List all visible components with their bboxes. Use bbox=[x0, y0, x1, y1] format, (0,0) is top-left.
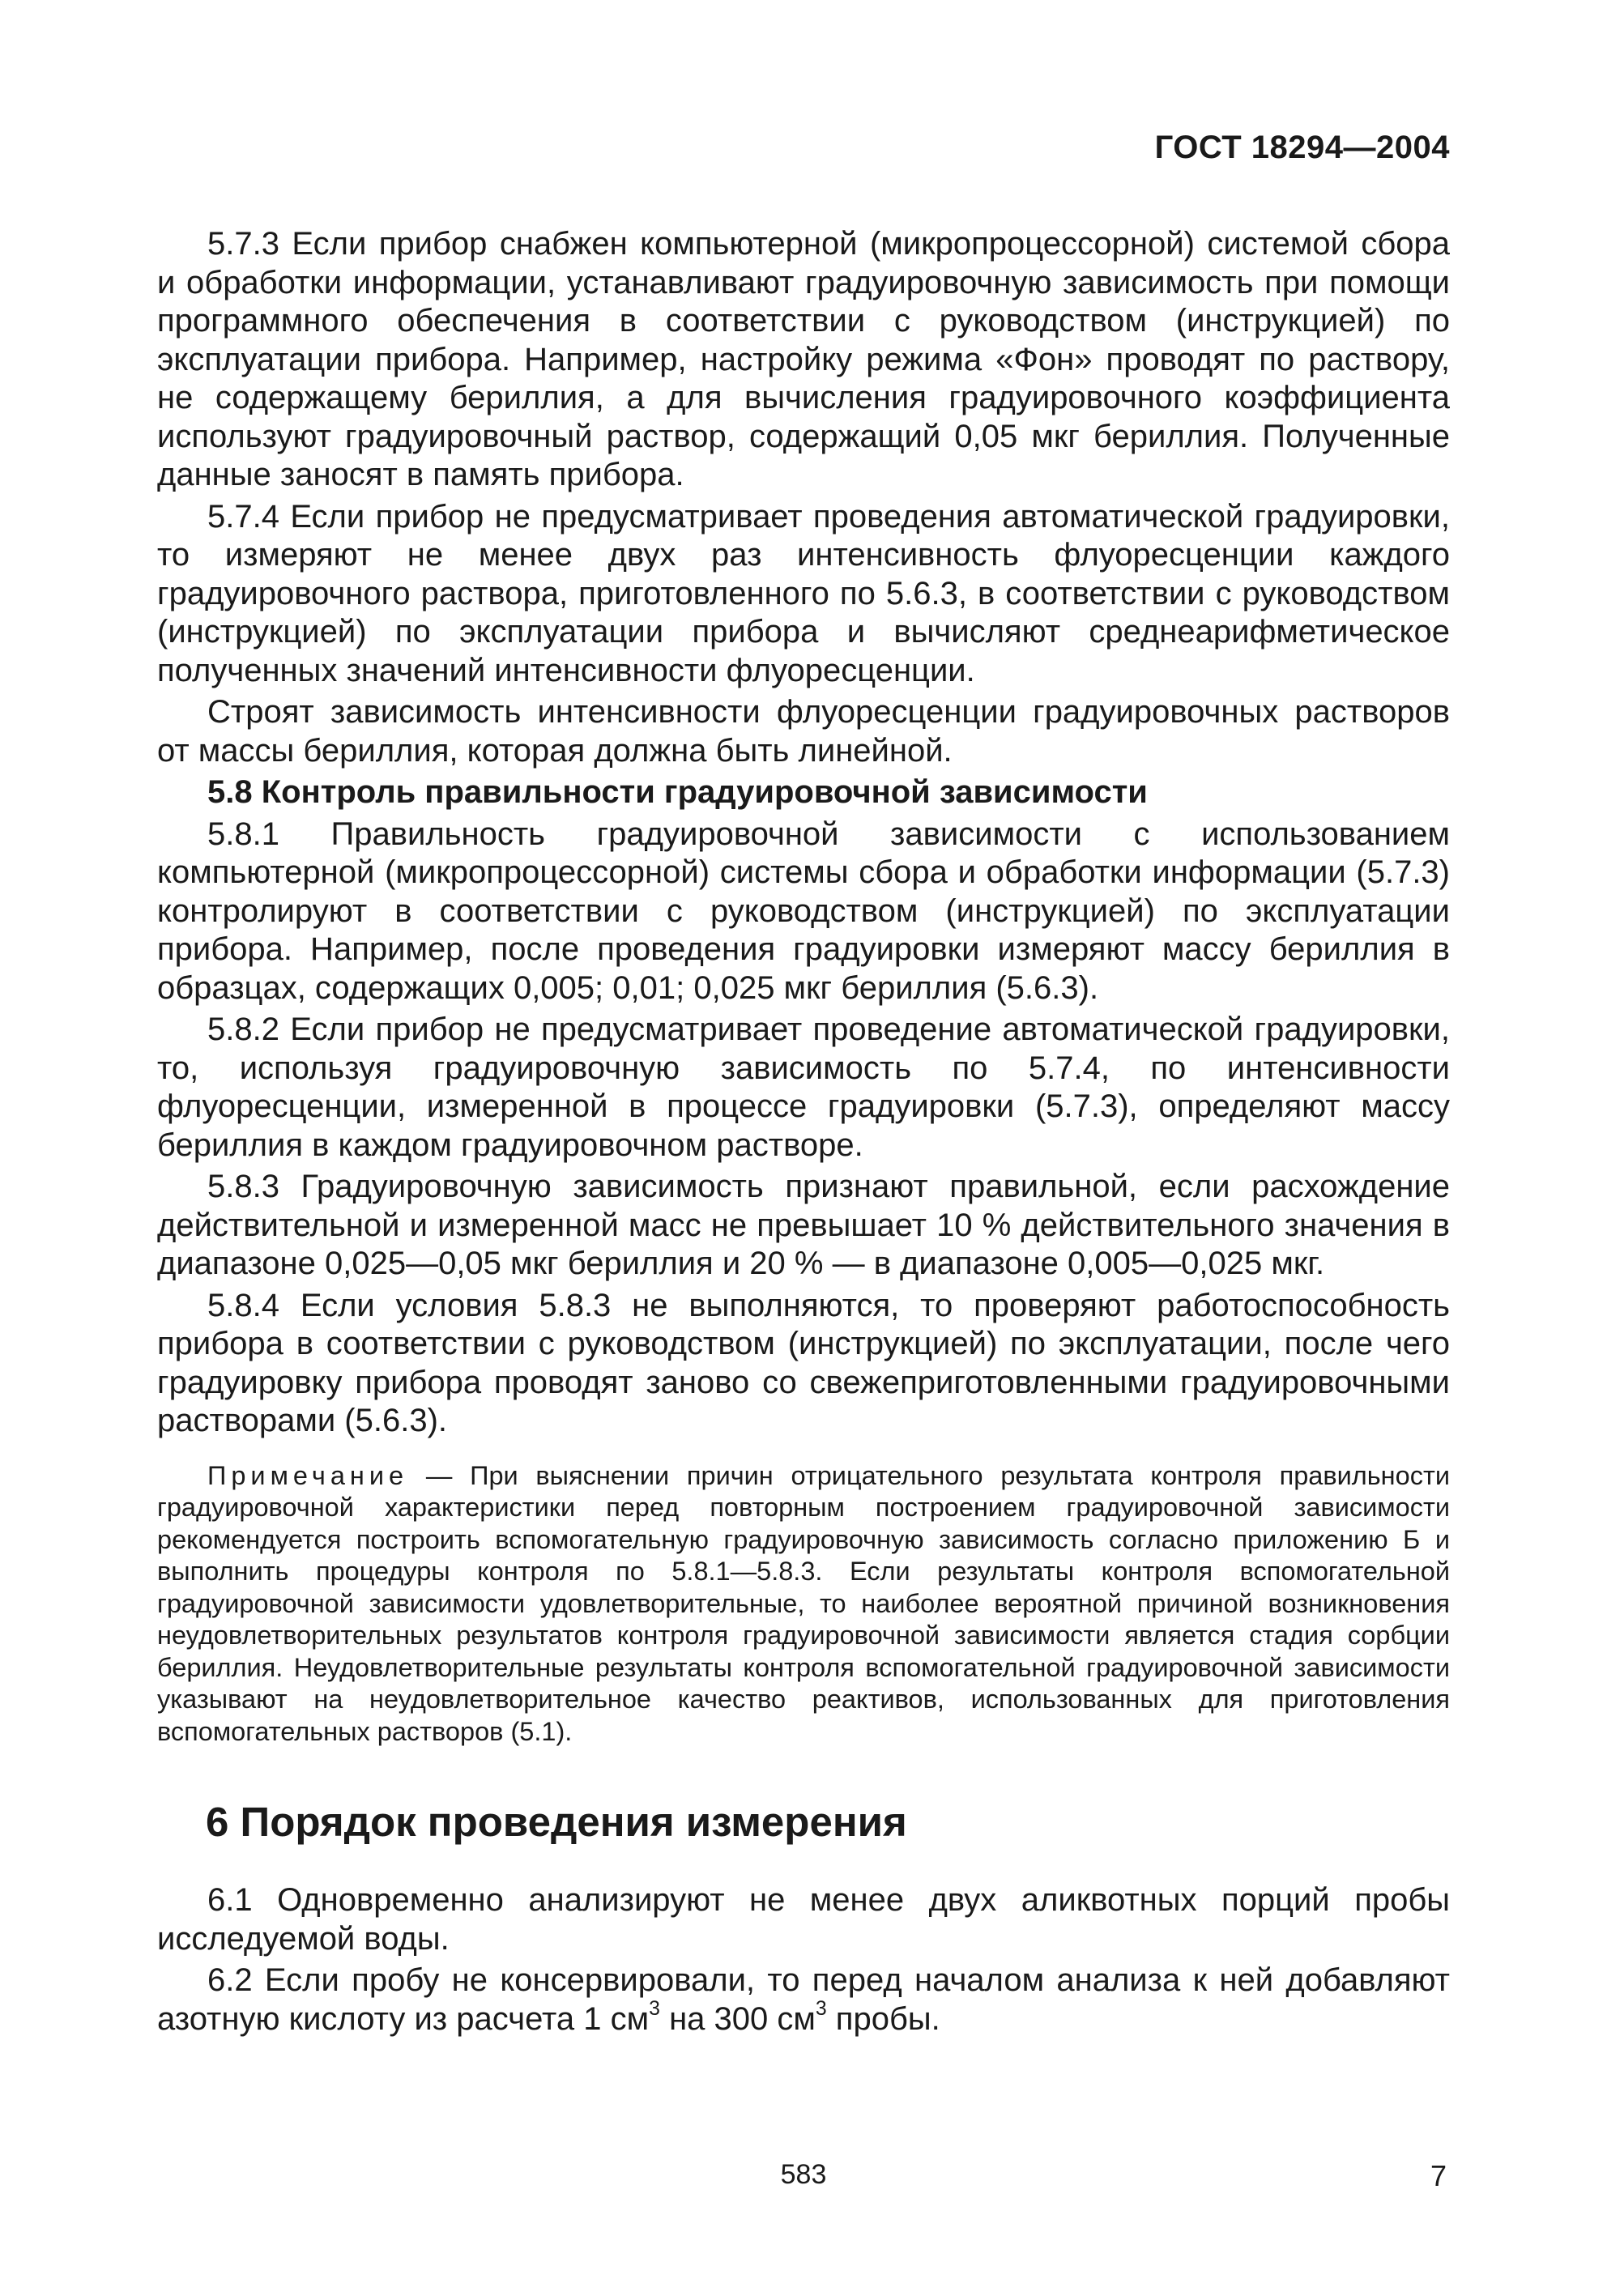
paragraph-6-2-text-c: пробы. bbox=[826, 2000, 940, 2037]
subsection-heading-5-8: 5.8 Контроль правильности градуировочной зависимости bbox=[207, 774, 1148, 810]
page-number-right: 7 bbox=[1430, 2159, 1447, 2192]
paragraph-5-7-4: 5.7.4 Если прибор не предусматривает проведения автоматической градуировки, то измеряют не менее двух раз интенсивность флуоресценции каждого градуировочного раствора, приготовленного по 5.6.3, в соответствии с руководством (инструкцией) по эксплуатации прибора и вычисляют среднеарифметическое полученных значений интенсивности флуоресценции. bbox=[157, 498, 1450, 688]
paragraph-6-2-text-a: 6.2 Если пробу не консервировали, то перед началом анализа к ней добавляют азотную кислоту из расчета 1 см bbox=[157, 1962, 1450, 2037]
paragraph-5-8-3: 5.8.3 Градуировочную зависимость признают правильной, если расхождение действительной и измеренной масс не превышает 10 % действительного значения в диапазоне 0,025—0,05 мкг бериллия и 20 % — в диапазоне 0,005—0,025 мкг. bbox=[157, 1169, 1450, 1281]
paragraph-5-8-4: 5.8.4 Если условия 5.8.3 не выполняются, то проверяют работоспособность прибора в соответствии с руководством (инструкцией) по эксплуатации, после чего градуировку прибора проводят заново со свежеприготовленными градуировочными растворами (5.6.3). bbox=[157, 1287, 1450, 1438]
paragraph-6-2 bbox=[157, 1962, 1450, 2038]
paragraph-5-8-1: 5.8.1 Правильность градуировочной зависимости с использованием компьютерной (микропроцессорной) системы сбора и обработки информации (5.7.3) контролируют в соответствии с руководством (инструкцией) по эксплуатации прибора. Например, после проведения градуировки измеряют массу бериллия в образцах, содержащих 0,005; 0,01; 0,025 мкг бериллия (5.6.3). bbox=[157, 816, 1450, 1006]
note bbox=[157, 1460, 1450, 1749]
note-label: Примечание bbox=[207, 1460, 409, 1490]
section-heading-6: 6 Порядок проведения измерения bbox=[206, 1799, 907, 1845]
paragraph-6-2-text-b: на 300 см bbox=[659, 2000, 816, 2037]
superscript-3-b: 3 bbox=[815, 1997, 827, 2020]
paragraph-5-8-2: 5.8.2 Если прибор не предусматривает проведение автоматической градуировки, то, используя градуировочную зависимость по 5.7.4, по интенсивности флуоресценции, измеренной в процессе градуировки (5.7.3), определяют массу бериллия в каждом градуировочном растворе. bbox=[157, 1012, 1450, 1163]
superscript-3-a: 3 bbox=[649, 1997, 660, 2020]
note-text: — При выяснении причин отрицательного результата контроля правильности градуировочной характеристики перед повторным построением градуировочной зависимости рекомендуется построить вспомогательную градуировочную зависимость согласно приложению Б и выполнить процедуры контроля по 5.8.1—5.8.3. Если результаты контроля вспомогательной градуировочной зависимости удовлетворительные, то наиболее вероятной причиной возникновения неудовлетворительных результатов контроля градуировочной зависимости является стадия сорбции бериллия. Неудовлетворительные результаты контроля вспомогательной градуировочной зависимости указывают на неудовлетворительное качество реактивов, использованных для приготовления вспомогательных растворов (5.1). bbox=[157, 1460, 1450, 1746]
paragraph-6-1: 6.1 Одновременно анализируют не менее двух аликвотных порций пробы исследуемой воды. bbox=[157, 1882, 1450, 1957]
page-content bbox=[157, 225, 1450, 2042]
page-number-center: 583 bbox=[780, 2159, 827, 2190]
document-header: ГОСТ 18294—2004 bbox=[1154, 130, 1450, 165]
paragraph-5-7-4-cont: Строят зависимость интенсивности флуоресценции градуировочных растворов от массы бериллия, которая должна быть линейной. bbox=[157, 694, 1450, 769]
paragraph-5-7-3: 5.7.3 Если прибор снабжен компьютерной (микропроцессорной) системой сбора и обработки информации, устанавливают градуировочную зависимость при помощи программного обеспечения в соответствии с руководством (инструкцией) по эксплуатации прибора. Например, настройку режима «Фон» проводят по раствору, не содержащему бериллия, а для вычисления градуировочного коэффициента используют градуировочный раствор, содержащий 0,05 мкг бериллия. Полученные данные заносят в память прибора. bbox=[157, 226, 1450, 492]
